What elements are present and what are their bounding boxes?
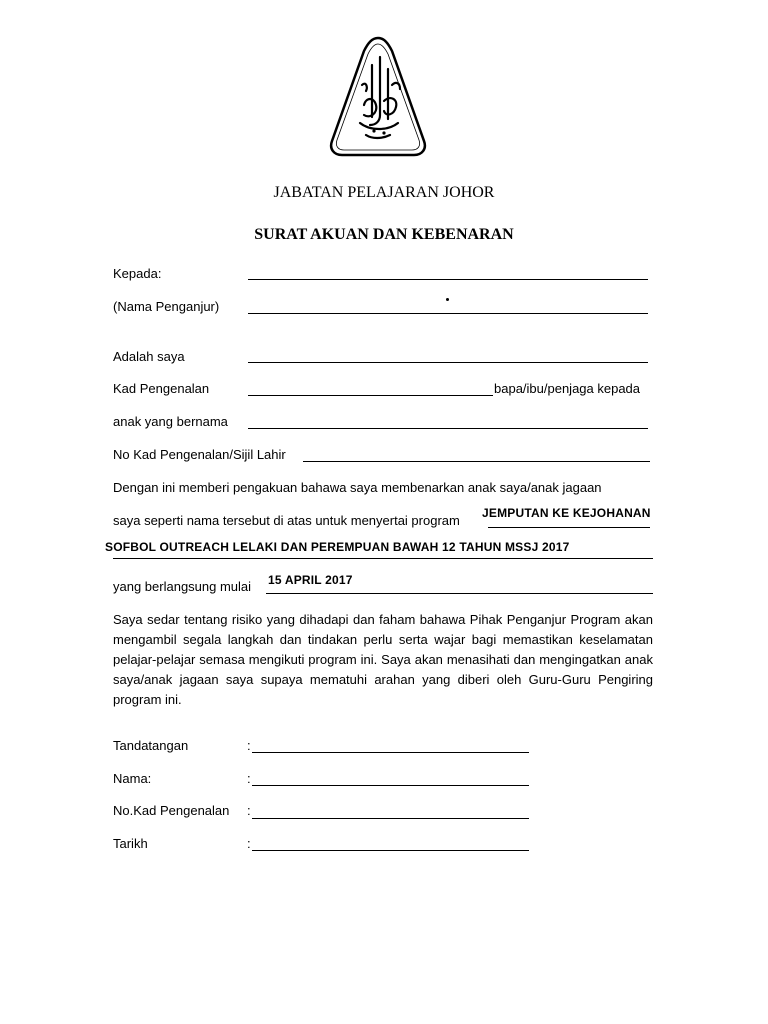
colon-nama: :: [247, 771, 251, 786]
nama-penganjur-line[interactable]: [248, 313, 648, 314]
kad-pengenalan-line[interactable]: [248, 395, 493, 396]
anak-yang-bernama-line[interactable]: [248, 428, 648, 429]
colon-tarikh: :: [247, 836, 251, 851]
label-bapa-ibu-penjaga: bapa/ibu/penjaga kepada: [494, 381, 641, 396]
consent-line-1: Dengan ini memberi pengakuan bahawa saya membenarkan anak saya/anak jagaan: [113, 480, 602, 495]
program-name-part-1: JEMPUTAN KE KEJOHANAN: [482, 506, 651, 520]
kepada-line[interactable]: [248, 279, 648, 280]
program-line-2[interactable]: [113, 558, 653, 559]
label-no-kad-sijil-lahir: No Kad Pengenalan/Sijil Lahir: [113, 447, 286, 462]
program-line-1[interactable]: [488, 527, 650, 528]
label-tarikh: Tarikh: [113, 836, 148, 851]
stray-dot: [446, 298, 449, 301]
label-nama: Nama:: [113, 771, 152, 786]
adalah-saya-line[interactable]: [248, 362, 648, 363]
colon-tandatangan: :: [247, 738, 251, 753]
label-nama-penganjur: (Nama Penganjur): [113, 299, 220, 314]
no-kad-pengenalan-line[interactable]: [252, 818, 529, 819]
label-kepada: Kepada:: [113, 266, 162, 281]
nama-line[interactable]: [252, 785, 529, 786]
label-anak-yang-bernama: anak yang bernama: [113, 414, 228, 429]
tarikh-line[interactable]: [252, 850, 529, 851]
risk-acknowledgement-paragraph: Saya sedar tentang risiko yang dihadapi dan faham bahawa Pihak Penganjur Program akan mengambil segala langkah dan tindakan perlu serta wajar bagi memastikan keselamatan pelajar-pelajar semasa mengikuti program ini. Saya akan menasihati dan mengingatkan anak saya/anak jagaan saya supaya mematuhi arahan yang diberi oleh Guru-Guru Pengiring program ini.: [113, 612, 653, 707]
program-date-value: 15 APRIL 2017: [268, 573, 353, 587]
program-name-part-2: SOFBOL OUTREACH LELAKI DAN PEREMPUAN BAWAH 12 TAHUN MSSJ 2017: [105, 540, 570, 554]
date-line[interactable]: [266, 593, 653, 594]
form-title: SURAT AKUAN DAN KEBENARAN: [254, 226, 514, 243]
department-title: JABATAN PELAJARAN JOHOR: [273, 184, 495, 201]
label-date-start: yang berlangsung mulai: [113, 579, 252, 594]
label-tandatangan: Tandatangan: [113, 738, 189, 753]
no-kad-sijil-line[interactable]: [303, 461, 650, 462]
tandatangan-line[interactable]: [252, 752, 529, 753]
label-kad-pengenalan: Kad Pengenalan: [113, 381, 210, 396]
label-adalah-saya: Adalah saya: [113, 349, 185, 364]
colon-no-kad: :: [247, 803, 251, 818]
consent-line-2: saya seperti nama tersebut di atas untuk menyertai program: [113, 513, 460, 528]
label-no-kad-pengenalan: No.Kad Pengenalan: [113, 803, 230, 818]
jabatan-logo-emblem: [326, 35, 430, 159]
